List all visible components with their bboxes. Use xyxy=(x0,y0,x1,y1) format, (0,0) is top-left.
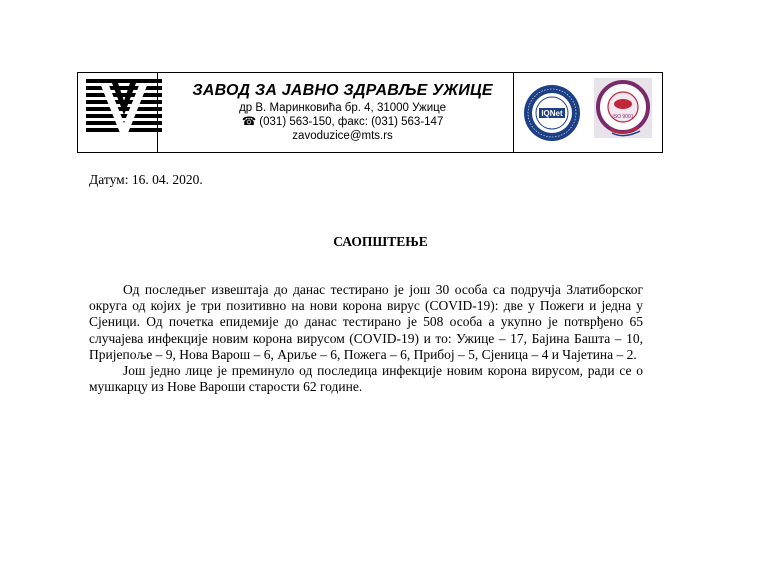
document-body xyxy=(89,282,643,395)
iso-logo-text: ISO 9001 xyxy=(612,114,634,120)
institute-emblem-icon xyxy=(86,77,162,139)
institution-address: др В. Маринковића бр. 4, 31000 Ужице xyxy=(239,102,447,114)
certification-badges xyxy=(514,73,662,152)
letterhead xyxy=(77,72,663,153)
iqnet-logo-text: IQNet xyxy=(541,109,563,118)
iso-9001-badge-icon xyxy=(594,78,652,138)
certification-logos xyxy=(514,73,662,152)
institution-email: zavoduzice@mts.rs xyxy=(292,130,393,142)
body-paragraph: Од последњег извештаја до данас тестирано је још 30 особа са подручја Златиборског округа од којих је три позитивно на нови корона вирус (COVID-19): две у Пожеги и једна у Сјеници. Од почетка епидемије до данас тестирано је 508 особа а укупно је потврђено 65 случајева инфекције новим корона вирусом (COVID-19) и то: Ужице – 17, Бајина Башта – 10, Пријепоље – 9, Нова Варош – 6, Ариље – 6, Пожега – 6, Прибој – 5, Сјеница – 4 и Чајетина – 2. xyxy=(89,282,643,362)
document-heading: САОПШТЕЊЕ xyxy=(333,234,428,249)
letterhead-text-block xyxy=(158,73,514,152)
iqnet-certified-badge-icon xyxy=(524,85,580,141)
institution-phone-fax: ☎ (031) 563-150, факс: (031) 563-147 xyxy=(241,116,444,128)
institute-logo xyxy=(78,73,158,152)
document-date: Датум: 16. 04. 2020. xyxy=(89,172,203,187)
body-paragraph: Још једно лице је преминуло од последица инфекције новим корона вирусом, ради се о мушкарцу из Нове Вароши старости 62 године. xyxy=(89,363,643,395)
institution-name: ЗАВОД ЗА ЈАВНО ЗДРАВЉЕ УЖИЦЕ xyxy=(192,82,493,99)
